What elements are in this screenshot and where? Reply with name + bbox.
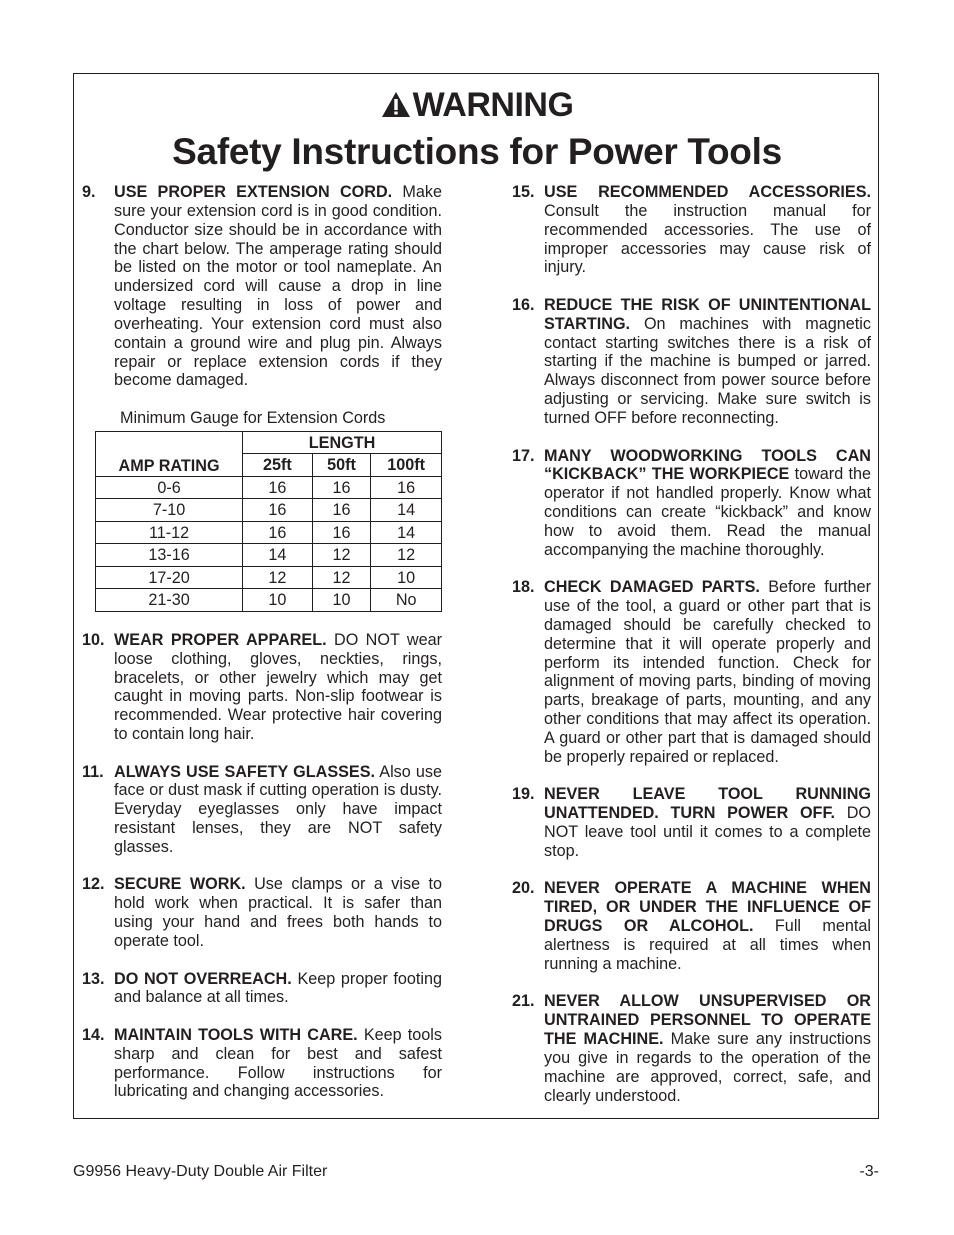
- list-item: [512, 578, 871, 766]
- gauge-cell: 10: [312, 589, 371, 612]
- warning-triangle-icon: [381, 86, 413, 124]
- gauge-cell: 10: [243, 589, 313, 612]
- item-heading: NEVER LEAVE TOOL RUNNING UNATTENDED. TURN POWER OFF.: [544, 785, 871, 823]
- gauge-cell: 16: [371, 476, 442, 499]
- gauge-cell: 10: [371, 566, 442, 589]
- item-number: 11.: [82, 762, 104, 781]
- list-item: [512, 785, 871, 860]
- list-item: [82, 1026, 442, 1101]
- column-header: 100ft: [371, 454, 442, 477]
- column-header: 25ft: [243, 454, 313, 477]
- table-row: [96, 499, 442, 522]
- item-body: On machines with magnetic contact starting switches there is a risk of starting if the machine is bumped or jarred. Always disconnect from power source before adjusting or servicing. Make sure switch is turned OFF before reconnecting.: [544, 314, 871, 427]
- gauge-cell: 16: [243, 499, 313, 522]
- list-item: [82, 970, 442, 1008]
- item-body: Make sure any instructions you give in regards to the operation of the machine are approved, correct, safe, and clearly understood.: [544, 1030, 871, 1105]
- item-heading: MANY WOODWORKING TOOLS CAN “KICKBACK” THE WORKPIECE: [544, 446, 871, 484]
- item-heading: NEVER OPERATE A MACHINE WHEN TIRED, OR UNDER THE INFLUENCE OF DRUGS OR ALCOHOL.: [544, 879, 871, 936]
- gauge-cell: 12: [312, 566, 371, 589]
- list-item: [512, 447, 871, 560]
- gauge-cell: 16: [243, 521, 313, 544]
- amp-cell: 0-6: [96, 476, 243, 499]
- item-heading: ALWAYS USE SAFETY GLASSES.: [114, 762, 376, 781]
- warning-label: WARNING: [412, 86, 574, 124]
- item-number: 13.: [82, 969, 105, 988]
- item-body: Use clamps or a vise to hold work when practical. It is safer than using your hand and frees both hands to operate tool.: [114, 875, 442, 950]
- item-number: 14.: [82, 1025, 105, 1044]
- item-number: 18.: [512, 578, 535, 597]
- table-caption: Minimum Gauge for Extension Cords: [120, 408, 386, 427]
- item-number: 12.: [82, 875, 105, 894]
- list-item: [512, 183, 871, 277]
- length-header: LENGTH: [243, 431, 442, 454]
- gauge-cell: 16: [312, 521, 371, 544]
- gauge-cell: 12: [371, 544, 442, 567]
- item-number: 10.: [82, 630, 105, 649]
- item-heading: CHECK DAMAGED PARTS.: [544, 578, 760, 597]
- gauge-cell: 16: [312, 476, 371, 499]
- item-number: 20.: [512, 879, 535, 898]
- item-body: Make sure your extension cord is in good condition. Conductor size should be in accordance with the chart below. The amperage rating should be listed on the motor or tool nameplate. An undersized cord will cause a drop in line voltage resulting in loss of power and overheating. Your extension cord must also contain a ground wire and plug pin. Always repair or replace extension cords if they become damaged.: [114, 183, 442, 390]
- gauge-cell: 14: [243, 544, 313, 567]
- item-body: Full mental alertness is required at all times when running a machine.: [544, 917, 872, 973]
- footer-page-number: -3-: [859, 1163, 879, 1180]
- amp-cell: 7-10: [96, 499, 243, 522]
- amp-cell: 21-30: [96, 589, 243, 612]
- gauge-cell: 12: [243, 566, 313, 589]
- item-number: 15.: [512, 183, 535, 201]
- item-body: Keep tools sharp and clean for best and safest performance. Follow instructions for lubricating and changing accessories.: [114, 1025, 443, 1101]
- list-item: [512, 879, 871, 973]
- item-body: DO NOT leave tool until it comes to a complete stop.: [544, 804, 871, 860]
- table-row: [96, 476, 442, 499]
- item-heading: USE RECOMMENDED ACCESSORIES.: [544, 183, 871, 201]
- warning-heading: [0, 86, 954, 125]
- item-body: DO NOT wear loose clothing, gloves, neckties, rings, bracelets, or other jewelry which may get caught in moving parts. Non-slip footwear is recommended. Wear protective hair covering to contain long hair.: [114, 630, 443, 744]
- amp-rating-header: AMP RATING: [96, 431, 243, 476]
- gauge-cell: 16: [243, 476, 313, 499]
- gauge-cell: 14: [371, 521, 442, 544]
- amp-cell: 11-12: [96, 521, 243, 544]
- item-heading: DO NOT OVERREACH.: [114, 969, 292, 988]
- left-column: [82, 183, 442, 1120]
- item-body: Keep proper footing and balance at all times.: [114, 969, 442, 1007]
- amp-cell: 17-20: [96, 566, 243, 589]
- item-body: Also use face or dust mask if cutting operation is dusty. Everyday eyeglasses only have impact resistant lenses, they are NOT safety glasses.: [114, 762, 443, 856]
- list-item: [82, 763, 442, 857]
- item-body: toward the operator if not handled properly. Know what conditions can create “kickback” and know how to avoid them. Read the manual accompanying the machine thoroughly.: [544, 465, 871, 559]
- item-number: 16.: [512, 295, 535, 314]
- item-number: 17.: [512, 446, 535, 465]
- item-number: 19.: [512, 785, 535, 804]
- item-heading: USE PROPER EXTENSION CORD.: [114, 183, 393, 201]
- page-title: Safety Instructions for Power Tools: [172, 131, 782, 172]
- list-item: [82, 183, 442, 390]
- item-number: 21.: [512, 992, 535, 1011]
- gauge-cell: 12: [312, 544, 371, 567]
- gauge-cell: 16: [312, 499, 371, 522]
- item-number: 9.: [82, 183, 96, 201]
- gauge-cell: 14: [371, 499, 442, 522]
- item-body: Before further use of the tool, a guard or other part that is damaged should be carefully checked to determine that it will operate properly and perform its intended function. Check for alignment of moving parts, binding of moving parts, breakage of parts, mounting, and any other conditions that may affect its operation. A guard or other part that is damaged should be properly repaired or replaced.: [544, 578, 872, 766]
- item-body: Consult the instruction manual for recommended accessories. The use of improper accessories may cause risk of injury.: [544, 201, 871, 277]
- right-column: [512, 183, 871, 1124]
- table-row: [96, 566, 442, 589]
- list-item: [82, 631, 442, 744]
- list-item: [82, 875, 442, 950]
- extension-cord-gauge-table: [95, 431, 442, 612]
- table-row: [96, 521, 442, 544]
- column-header: 50ft: [312, 454, 371, 477]
- list-item: [512, 296, 871, 428]
- item-heading: NEVER ALLOW UNSUPERVISED OR UNTRAINED PERSONNEL TO OPERATE THE MACHINE.: [544, 992, 871, 1049]
- item-heading: REDUCE THE RISK OF UNINTENTIONAL STARTING.: [544, 295, 871, 333]
- item-heading: MAINTAIN TOOLS WITH CARE.: [114, 1025, 358, 1044]
- item-heading: SECURE WORK.: [114, 875, 246, 894]
- table-row: [96, 544, 442, 567]
- list-item: [512, 992, 871, 1105]
- table-row: [96, 589, 442, 612]
- footer-product-name: G9956 Heavy-Duty Double Air Filter: [73, 1163, 328, 1180]
- gauge-cell: No: [371, 589, 442, 612]
- item-heading: WEAR PROPER APPAREL.: [114, 630, 327, 649]
- amp-cell: 13-16: [96, 544, 243, 567]
